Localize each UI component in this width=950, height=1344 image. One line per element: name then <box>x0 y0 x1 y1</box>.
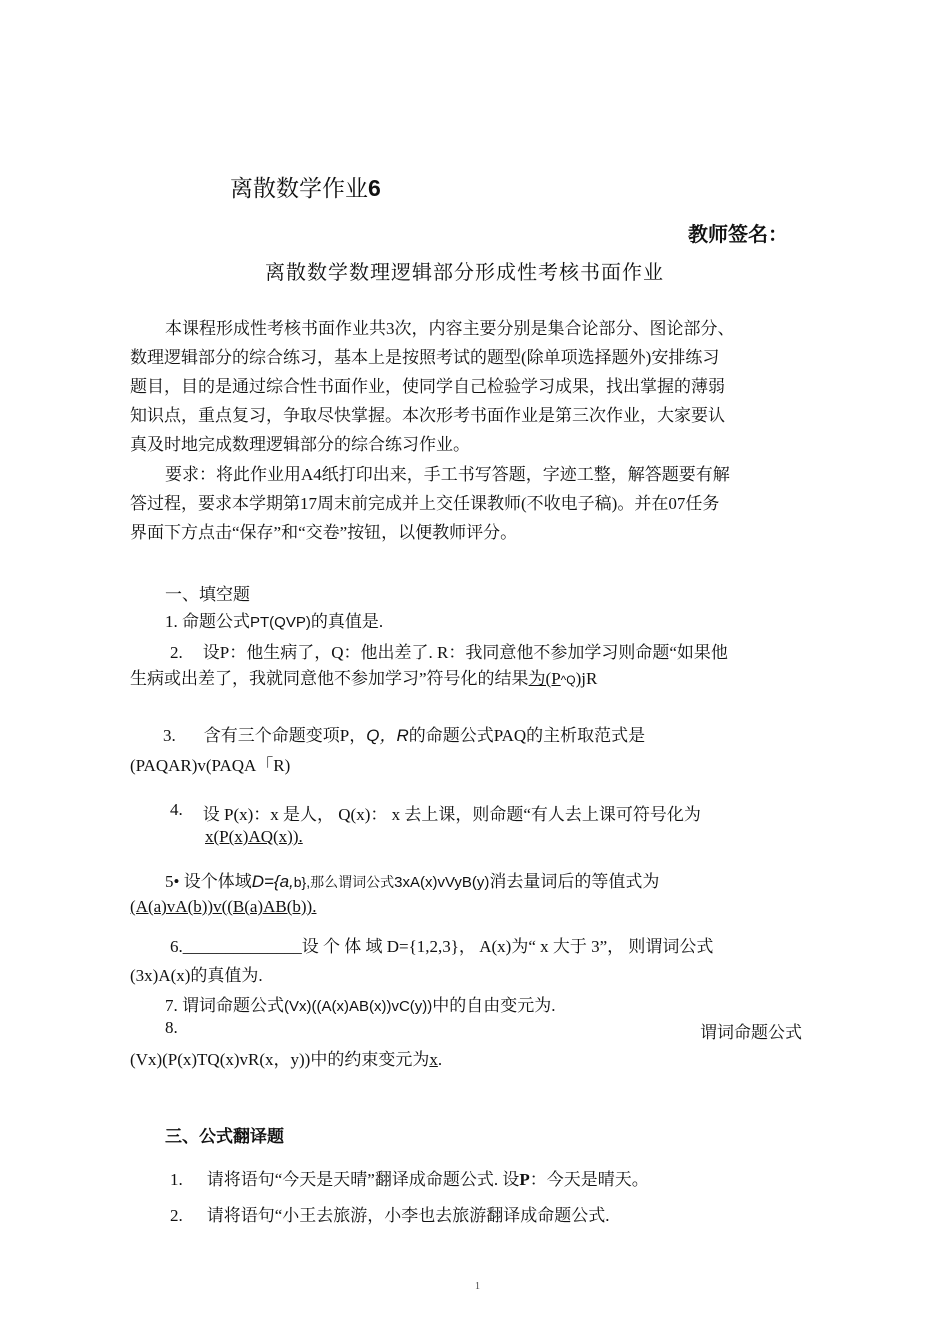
teacher-signature-label: 教师签名： <box>688 222 788 246</box>
question-8-right-text: 谓词命题公式 <box>700 1023 802 1042</box>
document-title: 离散数学作业6 <box>230 175 381 202</box>
intro-line-3: 题目，目的是通过综合性书面作业，使同学自己检验学习成果，找出掌握的薄弱 <box>130 377 725 396</box>
question-7: 7. 谓词命题公式(Vx)((A(x)AB(x))vC(y))中的自由变元为. <box>165 996 556 1015</box>
req-line-1: 要求：将此作业用A4纸打印出来，手工书写答题，字迹工整，解答题要有解 <box>165 465 730 484</box>
document-subtitle: 离散数学数理逻辑部分形成性考核书面作业 <box>265 262 664 284</box>
translation-question-1: 1. 请将语句“今天是天晴”翻译成命题公式. 设P：今天是晴天。 <box>170 1170 649 1189</box>
intro-line-5: 真及时地完成数理逻辑部分的综合练习作业。 <box>130 435 470 454</box>
page-number: 1 <box>475 1281 480 1292</box>
section-fill-blank-heading: 一、填空题 <box>165 585 250 604</box>
question-4-line-1: 4. 设 P(x)：x 是人， Q(x)： x 去上课，则命题“有人去上课可符号化为 <box>170 800 701 824</box>
section-translation-heading: 三、公式翻译题 <box>165 1127 284 1147</box>
req-line-2: 答过程，要求本学期第17周末前完成并上交任课教师(不收电子稿)。并在07任务 <box>130 494 720 513</box>
question-6-line-1: 6.______________设 个 体 域 D={1,2,3}， A(x)为“ x 大于 3”， 则谓词公式 <box>170 937 714 956</box>
intro-line-4: 知识点，重点复习，争取尽快掌握。本次形考书面作业是第三次作业，大家要认 <box>130 406 725 425</box>
question-4-line-2: x(P(x)AQ(x)). <box>205 827 303 846</box>
req-line-3: 界面下方点击“保存”和“交卷”按钮，以便教师评分。 <box>130 523 518 542</box>
intro-line-1: 本课程形成性考核书面作业共3次，内容主要分别是集合论部分、图论部分、 <box>165 319 735 338</box>
intro-line-2: 数理逻辑部分的综合练习，基本上是按照考试的题型(除单项选择题外)安排练习 <box>130 348 720 367</box>
question-3-line-1: 3. 含有三个命题变项P，Q，R的命题公式PAQ的主析取范式是 <box>163 726 646 745</box>
question-8-line-2: (Vx)(P(x)TQ(x)vR(x，y))中的约束变元为x. <box>130 1050 443 1069</box>
question-2-line-1: 2. 设P：他生病了，Q：他出差了. R：我同意他不参加学习则命题“如果他 <box>170 643 728 662</box>
question-2-line-2: 生病或出差了，我就同意他不参加学习”符号化的结果为(P^Q)jR <box>130 669 598 688</box>
question-3-line-2: (PAQAR)v(PAQA「R) <box>130 756 291 775</box>
question-5-line-1: 5• 设个体域D={a,b},那么谓词公式3xA(x)vVyB(y)消去量词后的等值式为 <box>165 872 660 891</box>
question-5-line-2: (A(a)vA(b))v((B(a)AB(b)). <box>130 897 317 916</box>
question-1: 1. 命题公式PT(QVP)的真值是. <box>165 612 384 631</box>
translation-question-2: 2. 请将语句“小王去旅游，小李也去旅游翻译成命题公式. <box>170 1206 610 1225</box>
question-8-number: 8. <box>165 1018 178 1037</box>
question-6-line-2: (3x)A(x)的真值为. <box>130 966 263 985</box>
